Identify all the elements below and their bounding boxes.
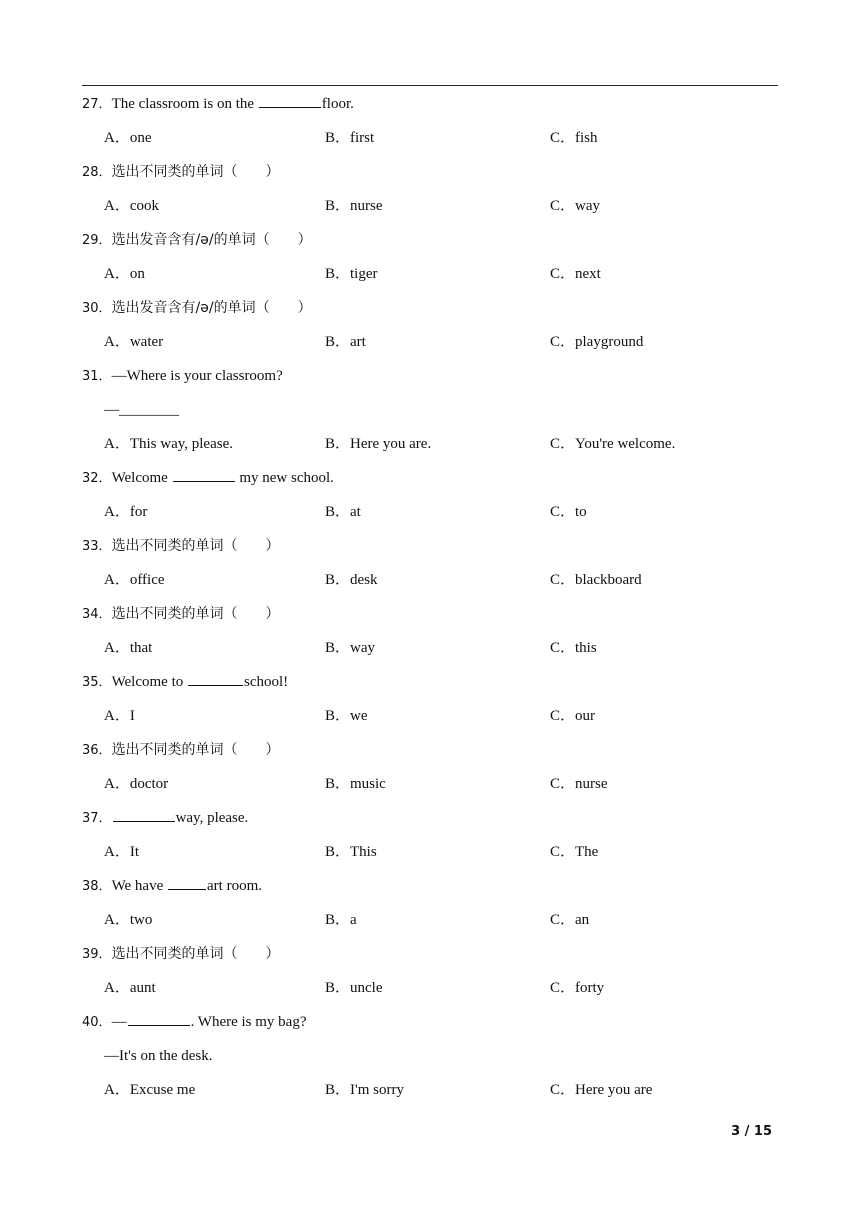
option-c: C．to [550, 504, 587, 520]
question-text: — [111, 1014, 127, 1030]
option-a: A．for [104, 504, 148, 520]
question-stem [0, 739, 860, 773]
option-b: B．at [325, 504, 361, 520]
question-stem [0, 467, 860, 501]
option-a: A．that [104, 640, 153, 656]
option-c: C．You're welcome. [550, 436, 676, 452]
question-number: 39 [82, 947, 99, 962]
option-b: B．art [325, 334, 366, 350]
option-row [0, 909, 860, 943]
question-number: 38 [82, 879, 99, 894]
option-row [0, 331, 860, 365]
option-a: A．cook [104, 198, 159, 214]
question-text: school! [244, 674, 289, 690]
option-a: A．office [104, 572, 165, 588]
question-stem [0, 365, 860, 399]
option-b: B．a [325, 912, 357, 928]
question-number: 32 [82, 471, 99, 486]
question-number: 29 [82, 233, 99, 248]
question-text: 选出不同类的单词（ ） [111, 606, 280, 622]
option-c: C．fish [550, 130, 598, 146]
page-number: 3 / 15 [731, 1124, 772, 1139]
option-b: B．tiger [325, 266, 378, 282]
question-list [0, 93, 860, 1113]
option-b: B．we [325, 708, 368, 724]
question-30 [0, 297, 860, 365]
question-text: 选出发音含有/ə/的单词（ ） [111, 300, 312, 316]
option-row [0, 977, 860, 1011]
question-stem [0, 297, 860, 331]
question-text: Welcome to [111, 674, 187, 690]
question-text: my new school. [235, 470, 334, 486]
answer-blank [113, 807, 175, 822]
question-text: 选出不同类的单词（ ） [111, 946, 280, 962]
option-a: A．Excuse me [104, 1082, 196, 1098]
answer-blank [173, 467, 235, 482]
option-b: B．I'm sorry [325, 1082, 404, 1098]
question-text: 选出发音含有/ə/的单词（ ） [111, 232, 312, 248]
question-35 [0, 671, 860, 739]
question-36 [0, 739, 860, 807]
question-number: 37 [82, 811, 99, 826]
question-37 [0, 807, 860, 875]
option-c: C．this [550, 640, 597, 656]
answer-blank [259, 93, 321, 108]
option-b: B．nurse [325, 198, 383, 214]
question-text: The classroom is on the [111, 96, 258, 112]
question-number: 34 [82, 607, 99, 622]
question-number: 27 [82, 97, 99, 112]
option-c: C．forty [550, 980, 605, 996]
question-text: We have [111, 878, 167, 894]
option-row [0, 841, 860, 875]
question-number-separator: ． [98, 301, 112, 316]
option-c: C．The [550, 844, 599, 860]
question-text: Welcome [111, 470, 172, 486]
option-row [0, 263, 860, 297]
option-row [0, 773, 860, 807]
question-number: 35 [82, 675, 99, 690]
question-stem [0, 875, 860, 909]
option-a: A．on [104, 266, 145, 282]
option-a: A．water [104, 334, 164, 350]
option-row [0, 1079, 860, 1113]
option-a: A．It [104, 844, 139, 860]
option-a: A．This way, please. [104, 436, 233, 452]
question-number-separator: ． [98, 675, 112, 690]
question-32 [0, 467, 860, 535]
option-c: C．our [550, 708, 596, 724]
question-40 [0, 1011, 860, 1113]
question-text: —Where is your classroom? [111, 368, 283, 384]
question-text: 选出不同类的单词（ ） [111, 538, 280, 554]
option-a: A．two [104, 912, 153, 928]
option-row [0, 705, 860, 739]
question-number: 30 [82, 301, 99, 316]
question-number-separator: ． [98, 165, 112, 180]
question-stem [0, 807, 860, 841]
question-number-separator: ． [98, 879, 112, 894]
question-text: 选出不同类的单词（ ） [111, 164, 280, 180]
question-stem [0, 603, 860, 637]
question-number-separator: ． [98, 471, 112, 486]
question-27 [0, 93, 860, 161]
option-b: B．desk [325, 572, 378, 588]
option-b: B．This [325, 844, 377, 860]
option-a: A．I [104, 708, 135, 724]
option-b: B．uncle [325, 980, 383, 996]
option-c: C．Here you are [550, 1082, 653, 1098]
option-row [0, 501, 860, 535]
question-stem [0, 93, 860, 127]
option-c: C．playground [550, 334, 644, 350]
question-39 [0, 943, 860, 1011]
question-stem [0, 229, 860, 263]
option-c: C．way [550, 198, 600, 214]
option-b: B．music [325, 776, 386, 792]
question-number-separator: ． [98, 947, 112, 962]
option-b: B．Here you are. [325, 436, 432, 452]
header-rule [82, 85, 778, 86]
question-38 [0, 875, 860, 943]
option-row [0, 195, 860, 229]
question-number: 33 [82, 539, 99, 554]
option-c: C．nurse [550, 776, 608, 792]
question-33 [0, 535, 860, 603]
question-28 [0, 161, 860, 229]
option-row [0, 127, 860, 161]
question-stem [0, 535, 860, 569]
question-text: way, please. [175, 810, 249, 826]
option-row [0, 569, 860, 603]
option-c: C．blackboard [550, 572, 642, 588]
question-number-separator: ． [98, 233, 112, 248]
question-number-separator: ． [98, 743, 112, 758]
question-number: 36 [82, 743, 99, 758]
question-number: 31 [82, 369, 99, 384]
question-number-separator: ． [98, 97, 112, 112]
option-a: A．aunt [104, 980, 156, 996]
question-response-line: —________ [104, 402, 179, 418]
answer-blank [168, 875, 206, 890]
question-number-separator: ． [98, 1015, 112, 1030]
answer-blank [128, 1011, 190, 1026]
option-b: B．first [325, 130, 375, 146]
question-number-separator: ． [98, 539, 112, 554]
question-text: art room. [207, 878, 262, 894]
option-row [0, 637, 860, 671]
question-number: 40 [82, 1015, 99, 1030]
option-row [0, 433, 860, 467]
question-29 [0, 229, 860, 297]
option-a: A．one [104, 130, 152, 146]
question-text: . Where is my bag? [190, 1014, 307, 1030]
option-c: C．an [550, 912, 590, 928]
question-number-separator: ． [98, 607, 112, 622]
answer-blank [188, 671, 243, 686]
question-stem [0, 1011, 860, 1045]
question-text: floor. [321, 96, 354, 112]
question-31 [0, 365, 860, 467]
question-stem [0, 671, 860, 705]
question-stem [0, 161, 860, 195]
option-c: C．next [550, 266, 601, 282]
question-text: 选出不同类的单词（ ） [111, 742, 280, 758]
option-a: A．doctor [104, 776, 169, 792]
question-number: 28 [82, 165, 99, 180]
question-stem [0, 943, 860, 977]
question-number-separator: ． [98, 811, 112, 826]
question-number-separator: ． [98, 369, 112, 384]
option-b: B．way [325, 640, 375, 656]
question-34 [0, 603, 860, 671]
question-response-line: —It's on the desk. [104, 1048, 213, 1064]
